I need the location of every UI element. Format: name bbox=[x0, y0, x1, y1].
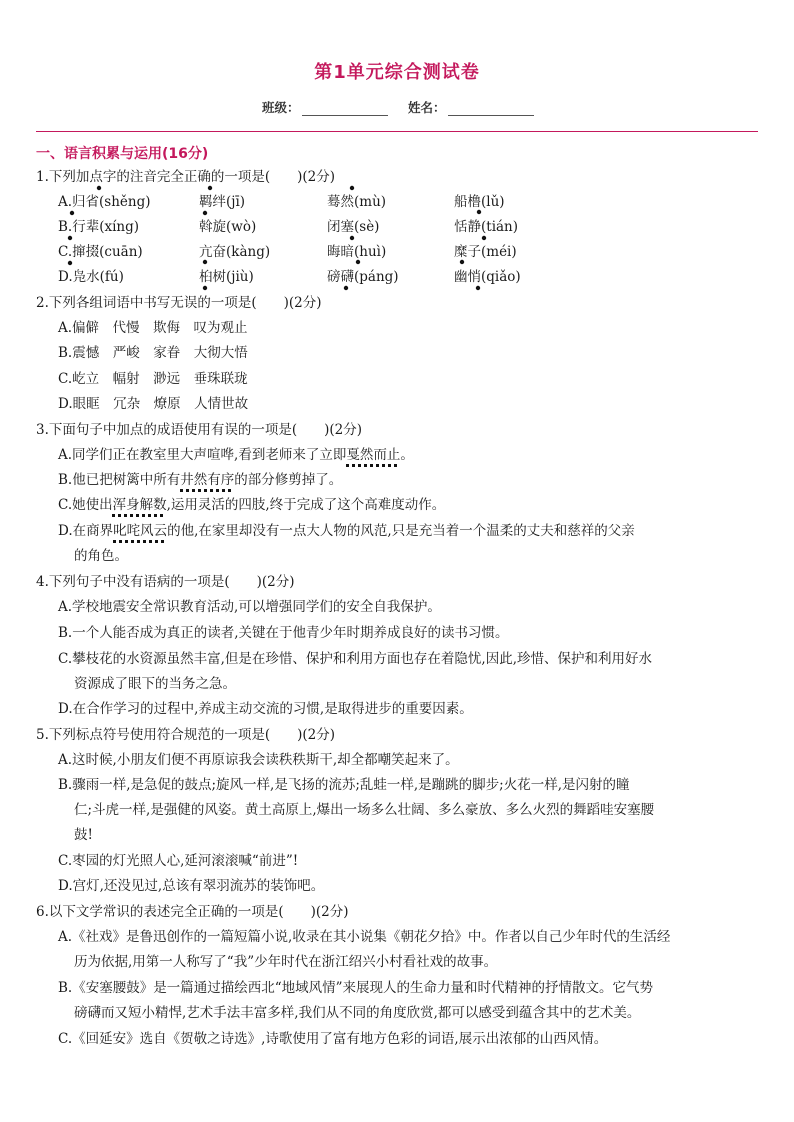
page-title: 第1单元综合测试卷 bbox=[314, 62, 480, 83]
q1-a-1: A.归省(shěng) bbox=[58, 194, 151, 210]
q6-option-b-cont: 磅礴而又短小精悍,艺术手法丰富多样,我们从不同的角度欣赏,都可以感受到蕴含其中的艺术美。 bbox=[74, 1005, 641, 1021]
q1-b-2: 斡旋(wò) bbox=[199, 219, 257, 235]
q1-b-4: 恬静(tián) bbox=[454, 219, 519, 235]
q1-c-3: 晦暗(huì) bbox=[327, 244, 387, 260]
q1-dot bbox=[68, 236, 72, 240]
q6-option-a-cont: 历为依据,用第一人称写了“我”少年时代在浙江绍兴小村看社戏的故事。 bbox=[74, 954, 498, 970]
q1-dot bbox=[68, 261, 72, 265]
q2-option-b: B.震憾 严峻 家眷 大彻大悟 bbox=[58, 345, 248, 361]
q1-c-4: 糜子(méi) bbox=[454, 244, 517, 260]
q1-d-2: 桕树(jiù) bbox=[199, 269, 254, 285]
q1-dot bbox=[477, 210, 481, 214]
q1-dot bbox=[350, 186, 354, 190]
q2-option-d: D.眼眶 冗杂 燎原 人情世故 bbox=[58, 396, 249, 412]
q4-option-b: B.一个人能否成为真正的读者,关键在于他青少年时期养成良好的读书习惯。 bbox=[58, 625, 509, 641]
q1-d-3: 磅礴(páng) bbox=[327, 269, 399, 285]
question-1-stem: 1.下列加点字的注音完全正确的一项是( )(2分) bbox=[36, 169, 336, 185]
q1-dot bbox=[203, 286, 207, 290]
name-label: 姓名： bbox=[408, 100, 446, 115]
q2-option-c: C.屹立 幅射 渺远 垂珠联珑 bbox=[58, 371, 248, 387]
q1-dot bbox=[70, 211, 74, 215]
q3-d-end: 的他,在家里却没有一点大人物的风范,只是充当着一个温柔的丈夫和慈祥的父亲 bbox=[167, 523, 635, 539]
q5-option-d: D.宫灯,还没见过,总该有翠羽流苏的装饰吧。 bbox=[58, 878, 325, 894]
section-heading: 一、语言积累与运用(16分) bbox=[36, 146, 209, 162]
q1-dot bbox=[203, 260, 207, 264]
q3-b-text: B.他已把树篱中所有 bbox=[58, 472, 181, 488]
q3-option-c bbox=[58, 496, 445, 514]
q5-option-c: C.枣园的灯光照人心,延河滚滚喊“前进”! bbox=[58, 853, 299, 869]
class-label: 班级： bbox=[262, 100, 300, 115]
q3-b-emphasis: 井然有序 bbox=[180, 472, 235, 488]
q5-option-a: A.这时候,小朋友们便不再原谅我会读秩秩斯干,却全都嘲笑起来了。 bbox=[58, 752, 459, 768]
q3-c-end: ,运用灵活的四肢,终于完成了这个高难度动作。 bbox=[166, 497, 446, 513]
question-5-stem: 5.下列标点符号使用符合规范的一项是( )(2分) bbox=[36, 727, 336, 743]
q1-c-2: 亢奋(kàng) bbox=[199, 244, 271, 260]
q6-option-c: C.《回延安》选自《贺敬之诗选》,诗歌使用了富有地方色彩的词语,展示出浓郁的山西风情。 bbox=[58, 1031, 608, 1047]
q3-a-emphasis: 戛然而止 bbox=[346, 447, 401, 463]
q5-option-b: B.骤雨一样,是急促的鼓点;旋风一样,是飞扬的流苏;乱蛙一样,是蹦跳的脚步;火花一样,是闪射的瞳 bbox=[58, 777, 630, 793]
q1-dot bbox=[460, 260, 464, 264]
q2-option-a: A.偏僻 代慢 欺侮 叹为观止 bbox=[58, 320, 248, 336]
q1-dot bbox=[97, 186, 101, 190]
q6-option-b: B.《安塞腰鼓》是一篇通过描绘西北“地域风情”来展现人的生命力量和时代精神的抒情散文。它气势 bbox=[58, 980, 654, 996]
q1-b-1: B.行辈(xíng) bbox=[58, 219, 140, 235]
q1-dot bbox=[350, 236, 354, 240]
q6-option-a: A.《社戏》是鲁迅创作的一篇短篇小说,收录在其小说集《朝花夕拾》中。作者以自己少年时代的生活经 bbox=[58, 929, 671, 945]
q1-b-3: 闭塞(sè) bbox=[327, 219, 380, 235]
q3-d-text: D.在商界 bbox=[58, 523, 114, 539]
q4-option-c-cont: 资源成了眼下的当务之急。 bbox=[74, 676, 236, 692]
question-6-stem: 6.以下文学常识的表述完全正确的一项是( )(2分) bbox=[36, 904, 349, 920]
q3-c-emphasis: 浑身解数 bbox=[112, 497, 167, 513]
q1-dot bbox=[476, 286, 480, 290]
q3-b-end: 的部分修剪掉了。 bbox=[234, 472, 343, 488]
q3-a-text: A.同学们正在教室里大声喧哗,看到老师来了立即 bbox=[58, 447, 347, 463]
q5-option-b-cont2: 鼓! bbox=[74, 827, 93, 843]
q5-option-b-cont1: 仁;斗虎一样,是强健的风姿。黄土高原上,爆出一场多么壮阔、多么豪放、多么火烈的舞蹈哇安塞腰 bbox=[74, 802, 655, 818]
q3-option-b bbox=[58, 471, 342, 489]
q1-a-3: 蓦然(mù) bbox=[327, 194, 387, 210]
q3-option-d-cont: 的角色。 bbox=[74, 548, 128, 564]
q1-dot bbox=[356, 260, 360, 264]
q1-dot bbox=[344, 286, 348, 290]
q1-dot bbox=[482, 236, 486, 240]
question-3-stem: 3.下面句子中加点的成语使用有误的一项是( )(2分) bbox=[36, 422, 363, 438]
q4-option-a: A.学校地震安全常识教育活动,可以增强同学们的安全自我保护。 bbox=[58, 599, 441, 615]
q3-c-text: C.她使出 bbox=[58, 497, 113, 513]
q1-c-1: C.撺掇(cuān) bbox=[58, 244, 143, 260]
question-2-stem: 2.下列各组词语中书写无误的一项是( )(2分) bbox=[36, 295, 322, 311]
q1-d-1: D.凫水(fú) bbox=[58, 269, 124, 285]
q3-option-a bbox=[58, 446, 414, 464]
q3-a-end: 。 bbox=[400, 447, 414, 463]
q1-d-4: 幽悄(qiǎo) bbox=[454, 269, 521, 285]
q4-option-c: C.攀枝花的水资源虽然丰富,但是在珍惜、保护和利用方面也存在着隐忧,因此,珍惜、保护和利用好水 bbox=[58, 651, 653, 667]
q1-dot bbox=[203, 211, 207, 215]
q3-d-emphasis: 叱咤风云 bbox=[113, 523, 168, 539]
q1-dot bbox=[208, 186, 212, 190]
q3-option-d bbox=[58, 522, 635, 540]
q1-a-4: 船橹(lǔ) bbox=[454, 194, 505, 210]
q1-a-2: 羁绊(jī) bbox=[199, 194, 246, 210]
question-4-stem: 4.下列句子中没有语病的一项是( )(2分) bbox=[36, 574, 295, 590]
q4-option-d: D.在合作学习的过程中,养成主动交流的习惯,是取得进步的重要因素。 bbox=[58, 701, 473, 717]
